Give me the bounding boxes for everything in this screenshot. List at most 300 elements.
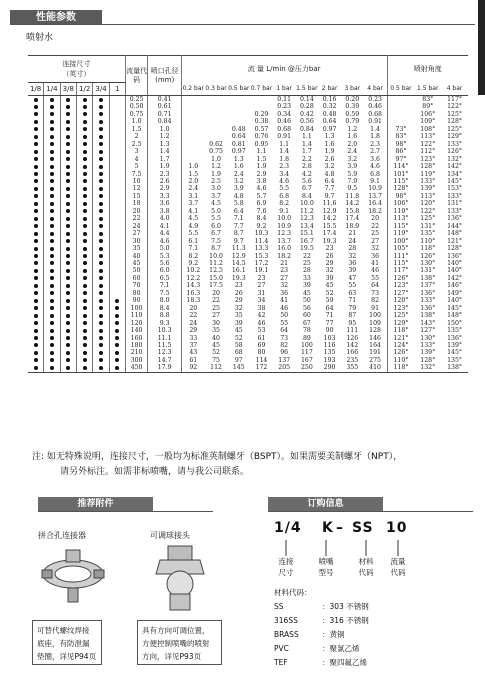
flow-value-cell: 20	[189, 304, 198, 312]
flow-value-cell: 5.5	[188, 230, 199, 238]
flow-code-cell: 20	[125, 208, 148, 215]
size-availability-cell	[93, 171, 109, 178]
flow-value-cell: 45	[325, 282, 334, 290]
angle-value-cell: 83°	[395, 133, 407, 141]
orifice-cell: 1.4	[148, 148, 181, 155]
label-connection-size	[269, 556, 303, 578]
pressure-col: 0.5 bar	[227, 83, 250, 96]
page-edge-marker	[478, 0, 485, 95]
flow-value-cell: 3.4	[279, 170, 290, 178]
size-availability-cell	[109, 238, 125, 245]
flow-code-cell: 5	[125, 163, 148, 170]
label-line: 尺寸	[278, 568, 294, 577]
availability-dot	[83, 172, 87, 176]
flow-value-cell: 2.7	[364, 148, 387, 155]
flow-value-cell: 15.1	[299, 230, 314, 238]
availability-dot	[99, 98, 103, 102]
availability-dot	[50, 306, 54, 310]
size-availability-cell	[76, 349, 92, 356]
orifice-cell: 4.6	[148, 238, 181, 245]
flow-value-cell: 46	[257, 319, 266, 327]
availability-dot	[34, 358, 38, 362]
flow-value-cell: 14.5	[231, 259, 246, 267]
flow-value-cell: 68	[234, 349, 243, 357]
flow-value-cell: 0.48	[231, 125, 246, 133]
size-availability-cell	[44, 357, 60, 364]
flow-value-cell: 10.0	[299, 200, 314, 208]
flow-value-cell: 50	[302, 297, 311, 305]
angle-value-cell: 129°	[447, 133, 462, 141]
availability-dot	[99, 358, 103, 362]
angle-value-cell: 136°	[447, 215, 462, 223]
availability-dot	[66, 351, 70, 355]
flow-code-cell: 15	[125, 193, 148, 200]
material-separator: ：	[322, 602, 330, 611]
angle-value-cell: 144°	[447, 222, 462, 230]
size-availability-cell	[28, 171, 44, 178]
availability-dot	[66, 165, 70, 169]
size-availability-cell	[76, 185, 92, 192]
flow-value-cell: 16.7	[299, 237, 314, 245]
angle-value-cell: 138°	[420, 312, 436, 320]
size-availability-cell	[60, 267, 76, 274]
flow-value-cell: 0.64	[322, 118, 337, 126]
availability-dot	[83, 314, 87, 318]
size-availability-cell	[109, 230, 125, 237]
size-availability-cell	[28, 275, 44, 282]
size-availability-cell	[109, 200, 125, 207]
size-availability-cell	[60, 260, 76, 267]
flow-value-cell: 46	[364, 267, 387, 274]
flow-value-cell: 235	[346, 356, 359, 364]
angle-value-cell: 122°	[447, 103, 462, 111]
availability-dot	[83, 269, 87, 273]
angle-value-cell: 142°	[447, 274, 462, 282]
flow-code-cell: 35	[125, 245, 148, 252]
flow-value-cell	[227, 118, 250, 125]
material-name: 黄铜	[329, 630, 345, 639]
flow-value-cell: 23	[234, 282, 243, 290]
angle-value-cell: 98°	[395, 140, 407, 148]
size-availability-cell	[109, 208, 125, 215]
flow-value-cell: 1.4	[301, 140, 312, 148]
availability-dot	[66, 247, 70, 251]
availability-dot	[115, 299, 119, 303]
availability-dot	[99, 321, 103, 325]
availability-dot	[83, 120, 87, 124]
angle-value-cell: 128°	[447, 118, 462, 126]
size-availability-cell	[44, 200, 60, 207]
availability-dot	[115, 358, 119, 362]
table-row	[28, 320, 468, 327]
availability-dot	[99, 179, 103, 183]
flow-value-cell: 16.0	[277, 245, 292, 253]
availability-dot	[115, 321, 119, 325]
flow-value-cell: 2.0	[347, 140, 358, 148]
flow-value-cell: 22	[302, 252, 311, 260]
flow-value-cell: 9.1	[279, 207, 290, 215]
flow-value-cell: 13.3	[254, 245, 269, 253]
flow-value-cell: 32	[348, 252, 357, 260]
flow-value-cell: 7.9	[347, 177, 358, 185]
flow-value-cell: 28	[348, 245, 357, 253]
size-availability-cell	[76, 141, 92, 148]
angle-value-cell: 143°	[420, 319, 436, 327]
flow-value-cell: 135	[323, 349, 336, 357]
angle-value-cell: 135°	[420, 230, 436, 238]
flow-value-cell: 91	[364, 305, 387, 312]
flow-value-cell: 1.9	[256, 163, 267, 171]
flow-value-cell: 0.79	[345, 118, 360, 126]
flow-value-cell: 0.95	[254, 140, 269, 148]
availability-dot	[50, 239, 54, 243]
orifice-cell: 2.9	[148, 185, 181, 192]
size-availability-cell	[109, 335, 125, 342]
flow-code-cell: 27	[125, 230, 148, 237]
availability-dot	[34, 209, 38, 213]
flow-code-header: 流量代码	[125, 56, 148, 96]
availability-dot	[83, 127, 87, 131]
availability-dot	[50, 291, 54, 295]
flow-value-cell: 34	[257, 297, 266, 305]
size-availability-cell	[109, 223, 125, 230]
size-availability-cell	[109, 349, 125, 356]
angle-value-cell: 125°	[420, 215, 436, 223]
flow-value-cell: 7.7	[233, 222, 244, 230]
availability-dot	[99, 299, 103, 303]
flow-value-cell	[250, 96, 273, 104]
angle-value-cell: 83°	[422, 96, 434, 103]
size-availability-cell	[60, 96, 76, 104]
pressure-col: 0.3 bar	[205, 83, 228, 96]
table-row	[28, 163, 468, 170]
table-row	[28, 245, 468, 252]
flow-value-cell: 1.4	[279, 148, 290, 156]
flow-value-cell: 60	[302, 312, 311, 320]
flow-value-cell: 32	[280, 282, 289, 290]
flow-value-cell	[250, 103, 273, 110]
size-availability-cell	[60, 156, 76, 163]
flow-value-cell: 3.9	[233, 185, 244, 193]
size-availability-cell	[60, 208, 76, 215]
angle-value-cell: 140°	[447, 297, 462, 305]
size-availability-cell	[93, 327, 109, 334]
material-item	[274, 656, 454, 670]
flow-value-cell: 109	[364, 320, 387, 327]
size-availability-cell	[28, 200, 44, 207]
availability-dot	[99, 343, 103, 347]
angle-value-cell: 126°	[393, 274, 409, 282]
flow-value-cell: 95	[348, 319, 357, 327]
table-row	[28, 230, 468, 237]
size-availability-cell	[28, 118, 44, 125]
size-availability-cell	[76, 163, 92, 170]
orifice-cell: 4.0	[148, 215, 181, 222]
flow-value-cell: 4.2	[301, 170, 312, 178]
size-availability-cell	[44, 215, 60, 222]
flow-value-cell: 32	[234, 304, 243, 312]
size-availability-cell	[44, 126, 60, 133]
flow-value-cell	[227, 111, 250, 118]
angle-value-cell: 127°	[393, 289, 409, 297]
table-row	[28, 238, 468, 245]
size-availability-cell	[93, 267, 109, 274]
orifice-cell: 0.41	[148, 96, 181, 104]
availability-dot	[50, 247, 54, 251]
angle-value-cell: 128°	[393, 185, 409, 193]
angle-value-cell: 118°	[393, 327, 409, 335]
angle-value-cell: 145°	[447, 349, 462, 357]
availability-dot	[34, 261, 38, 265]
flow-value-cell: 52	[325, 289, 334, 297]
angle-value-cell: 146°	[447, 282, 462, 290]
angle-value-cell: 123°	[393, 304, 409, 312]
availability-dot	[115, 336, 119, 340]
size-availability-cell	[28, 111, 44, 118]
angle-pressure-col: 1.5 bar	[414, 83, 441, 96]
size-availability-cell	[60, 327, 76, 334]
size-availability-cell	[93, 208, 109, 215]
flow-value-cell: 41	[364, 260, 387, 267]
availability-dot	[83, 306, 87, 310]
size-availability-cell	[44, 290, 60, 297]
availability-dot	[66, 321, 70, 325]
flow-value-cell: 53	[257, 327, 266, 335]
table-row	[28, 141, 468, 148]
orifice-cell: 7.5	[148, 290, 181, 297]
flow-value-cell: 6.8	[364, 171, 387, 178]
flow-value-cell: 11.3	[231, 245, 246, 253]
flow-code-cell: 1.0	[125, 118, 148, 125]
label-line: 喷嘴	[318, 557, 334, 566]
size-availability-cell	[44, 282, 60, 289]
size-availability-cell	[60, 297, 76, 304]
size-availability-cell	[60, 118, 76, 125]
material-code: PVC	[274, 644, 289, 653]
angle-value-cell: 123°	[393, 282, 409, 290]
flow-value-cell: 6.1	[188, 237, 199, 245]
flow-value-cell: 1.0	[188, 163, 199, 171]
flow-value-cell: 82	[280, 341, 289, 349]
flow-value-cell: 18.2	[277, 252, 292, 260]
flow-value-cell: 2.8	[301, 163, 312, 171]
angle-value-cell: 139°	[420, 349, 436, 357]
angle-value-cell: 126°	[420, 252, 436, 260]
flow-value-cell: 6.7	[301, 185, 312, 193]
flow-value-cell: 0.91	[277, 133, 292, 141]
angle-value-cell: 121°	[393, 334, 409, 342]
flow-value-cell: 16.3	[186, 289, 201, 297]
flow-code-cell: 450	[125, 364, 148, 372]
flow-value-cell: 0.38	[254, 118, 269, 126]
flow-value-cell: 87	[348, 312, 357, 320]
flow-value-cell: 39	[325, 274, 334, 282]
orifice-cell: 3.6	[148, 200, 181, 207]
availability-dot	[34, 202, 38, 206]
size-availability-cell	[93, 118, 109, 125]
pressure-col: 4 bar	[364, 83, 387, 96]
flow-value-cell: 0.20	[345, 96, 360, 103]
availability-dot	[50, 187, 54, 191]
flow-value-cell: 14.2	[345, 200, 360, 208]
angle-value-cell: 142°	[447, 163, 462, 171]
availability-dot	[50, 261, 54, 265]
flow-value-cell: 10.9	[364, 185, 387, 192]
availability-dot	[50, 343, 54, 347]
angle-value-cell: 110°	[393, 356, 409, 364]
flow-value-cell	[181, 96, 204, 104]
size-availability-cell	[44, 230, 60, 237]
size-availability-cell	[44, 223, 60, 230]
availability-dot	[66, 291, 70, 295]
availability-dot	[83, 135, 87, 139]
angle-value-cell: 115°	[393, 222, 409, 230]
availability-dot	[50, 276, 54, 280]
angle-value-cell: 131°	[420, 267, 436, 275]
flow-value-cell: 10.0	[209, 252, 223, 260]
flow-value-cell: 14.3	[186, 282, 201, 290]
size-availability-cell	[60, 275, 76, 282]
flow-code-cell: 10	[125, 178, 148, 185]
size-availability-cell	[93, 275, 109, 282]
flow-value-cell: 78	[302, 327, 311, 335]
flow-value-cell: 45	[302, 289, 311, 297]
flow-value-cell: 1.3	[233, 155, 244, 163]
availability-dot	[115, 329, 119, 333]
size-availability-cell	[109, 96, 125, 104]
flow-value-cell: 1.9	[324, 148, 335, 156]
availability-dot	[83, 165, 87, 169]
materials-title: 材料代码：	[274, 588, 312, 597]
flow-value-cell: 5.5	[279, 185, 290, 193]
flow-code-cell: 4	[125, 156, 148, 163]
availability-dot	[99, 254, 103, 258]
availability-dot	[34, 98, 38, 102]
angle-value-cell: 140°	[447, 259, 462, 267]
angle-value-cell: 118°	[387, 364, 414, 372]
availability-dot	[34, 239, 38, 243]
flow-value-cell: 10.2	[186, 267, 201, 275]
size-availability-cell	[76, 96, 92, 104]
flow-value-cell: 0.39	[345, 103, 360, 111]
size-availability-cell	[76, 238, 92, 245]
size-availability-cell	[109, 193, 125, 200]
availability-dot	[66, 112, 70, 116]
flow-value-cell: 172	[250, 364, 273, 372]
size-availability-cell	[28, 193, 44, 200]
section-title: 性能参数	[10, 10, 102, 25]
connection-size-col: 3/8	[60, 83, 76, 96]
flow-value-cell: 52	[212, 349, 220, 357]
orifice-cell: 11.1	[148, 335, 181, 342]
size-availability-cell	[76, 342, 92, 349]
flow-value-cell: 9.7	[233, 237, 244, 245]
flow-value-cell: 5.6	[301, 177, 312, 185]
flow-value-cell: 5.7	[256, 192, 267, 200]
size-availability-cell	[28, 364, 44, 372]
angle-value-cell: 130°	[420, 334, 436, 342]
availability-dot	[115, 306, 119, 310]
size-availability-cell	[28, 96, 44, 104]
availability-dot	[83, 247, 87, 251]
flow-code-cell: 120	[125, 320, 148, 327]
size-availability-cell	[60, 305, 76, 312]
flow-value-cell: 97	[234, 356, 243, 364]
orifice-cell: 2.6	[148, 178, 181, 185]
orifice-cell: 1.9	[148, 163, 181, 170]
angle-value-cell: 106°	[393, 200, 409, 208]
flow-value-cell: 3.6	[364, 156, 387, 163]
angle-value-cell: 121°	[447, 237, 462, 245]
size-availability-cell	[44, 320, 60, 327]
size-availability-cell	[93, 133, 109, 140]
pressure-col: 3 bar	[341, 83, 364, 96]
size-availability-cell	[76, 111, 92, 118]
availability-dot	[34, 366, 38, 370]
availability-dot	[50, 105, 54, 109]
availability-dot	[50, 314, 54, 318]
table-row	[28, 133, 468, 140]
material-separator: ：	[322, 630, 330, 639]
table-row	[28, 312, 468, 319]
flow-value-cell: 9.1	[364, 178, 387, 185]
flow-value-cell: 1.8	[279, 155, 290, 163]
flow-code-cell: 100	[125, 305, 148, 312]
angle-value-cell: 150°	[447, 319, 462, 327]
flow-code-cell: 0.25	[125, 96, 148, 104]
material-separator: ：	[322, 658, 330, 667]
flow-value-cell: 27	[257, 282, 266, 290]
availability-dot	[83, 321, 87, 325]
flow-value-cell: 193	[323, 356, 336, 364]
flow-value-cell: 1.9	[211, 170, 221, 178]
flow-value-cell: 25	[364, 230, 387, 237]
flow-value-cell: 67	[302, 319, 311, 327]
flow-value-cell: 82	[364, 297, 387, 304]
availability-dot	[66, 306, 70, 310]
size-availability-cell	[109, 141, 125, 148]
availability-dot	[115, 366, 119, 370]
size-availability-cell	[28, 156, 44, 163]
angle-value-cell	[387, 111, 414, 118]
flow-value-cell: 29	[189, 327, 198, 335]
table-row	[28, 223, 468, 230]
table-row	[28, 126, 468, 133]
angle-value-cell: 128°	[447, 245, 462, 253]
table-row	[28, 260, 468, 267]
availability-dot	[66, 269, 70, 273]
availability-dot	[83, 98, 87, 102]
availability-dot	[50, 299, 54, 303]
size-availability-cell	[76, 282, 92, 289]
flow-value-cell: 71	[348, 297, 357, 305]
size-availability-cell	[109, 103, 125, 110]
table-row	[28, 297, 468, 304]
availability-dot	[34, 314, 38, 318]
size-availability-cell	[44, 103, 60, 110]
flow-code-cell: 24	[125, 223, 148, 230]
flow-value-cell: 19.1	[254, 267, 269, 275]
flow-value-cell: 0.91	[364, 118, 387, 125]
flow-value-cell	[181, 148, 204, 155]
flow-value-cell: 75	[212, 356, 220, 364]
flow-code-cell: 90	[125, 297, 148, 304]
angle-value-cell: 117°	[393, 267, 409, 275]
availability-dot	[66, 105, 70, 109]
flow-value-cell: 6.0	[211, 222, 221, 230]
availability-dot	[66, 135, 70, 139]
angle-value-cell: 135°	[447, 327, 462, 335]
